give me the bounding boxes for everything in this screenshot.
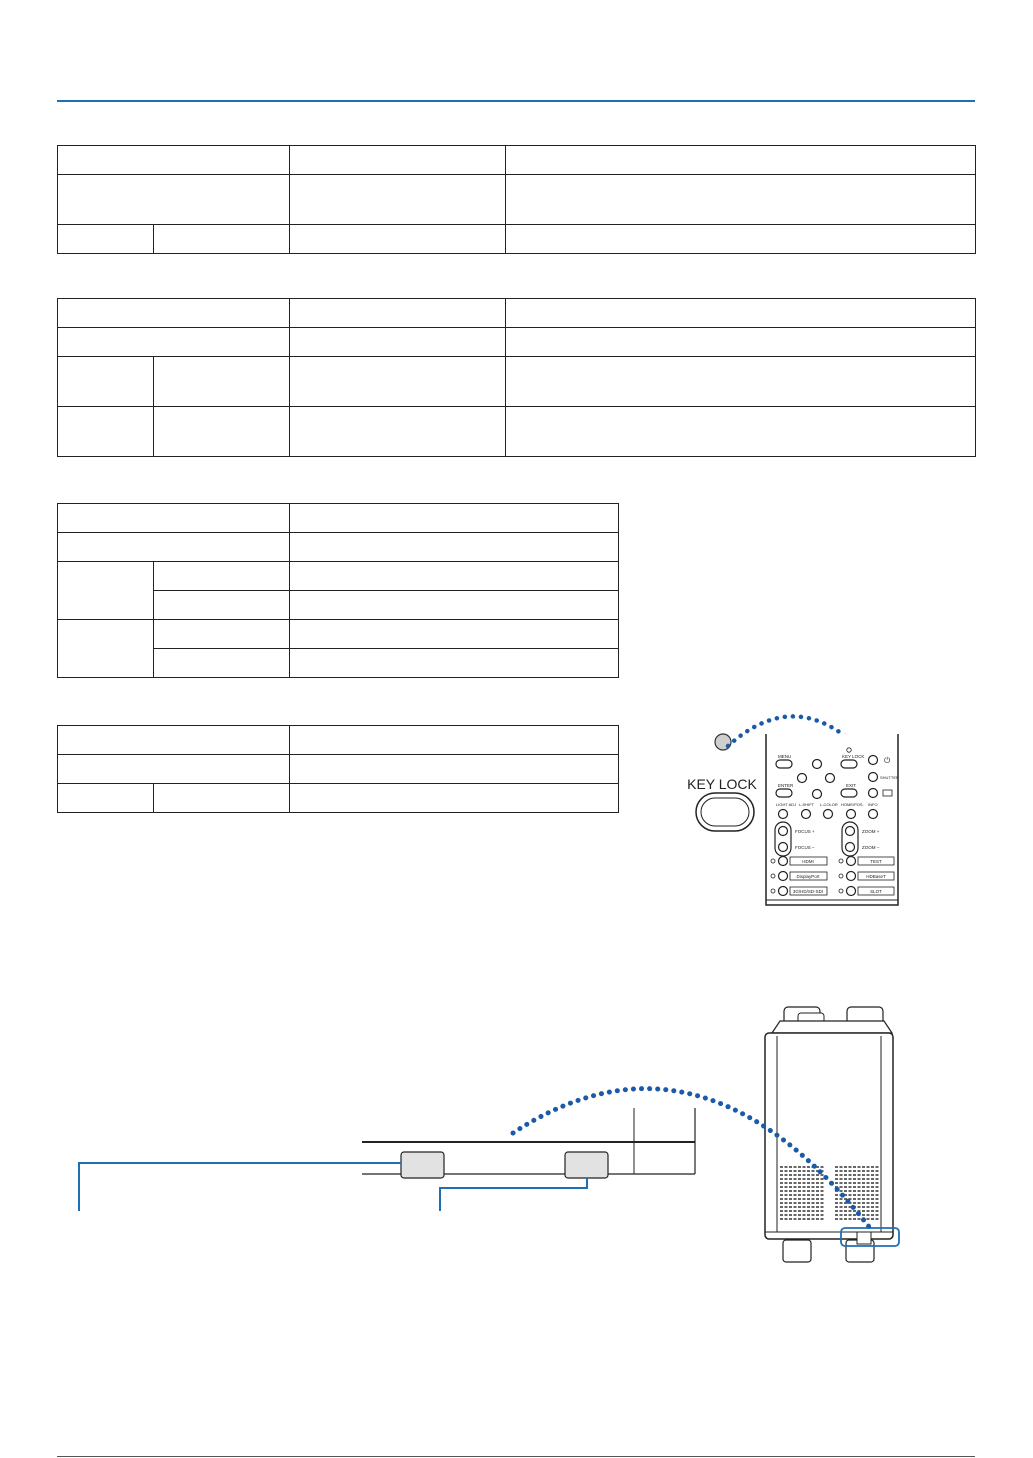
label-l-color: L-COLOR [820, 802, 838, 807]
label-sdi: 3G/HD/SD-SDI [792, 889, 824, 894]
label-zoom-minus: ZOOM – [862, 845, 880, 850]
label-zoom-plus: ZOOM + [862, 829, 880, 834]
status-indicator-window [401, 1152, 444, 1178]
label-test: TEST [870, 859, 882, 864]
label-key-lock: KEY LOCK [842, 754, 865, 759]
label-home-pos: HOME/POS. [841, 802, 864, 807]
projector-case [765, 1033, 893, 1239]
key-lock-sensor-window [565, 1152, 608, 1178]
power-icon: ⏻ [884, 756, 891, 765]
indicator-panel [857, 1232, 871, 1244]
label-info: INFO [868, 802, 878, 807]
leader-line-left [79, 1163, 401, 1211]
leader-line-right [440, 1178, 587, 1211]
label-shutter: SHUTTER [880, 775, 899, 780]
label-slot: SLOT [870, 889, 882, 894]
label-displayport: DisplayPort [796, 874, 820, 879]
key-lock-callout-label: KEY LOCK [687, 776, 757, 792]
label-light-adj: LIGHT ADJ [776, 802, 797, 807]
label-focus-minus: FOCUS – [795, 845, 815, 850]
label-l-shift: L-SHIFT [799, 802, 815, 807]
label-menu: MENU [778, 754, 792, 759]
label-exit: EXIT [846, 783, 857, 788]
projector-body [765, 1007, 899, 1262]
label-focus-plus: FOCUS + [795, 829, 815, 834]
projector-foot-left [783, 1240, 811, 1262]
footer-rule [57, 1456, 975, 1457]
projector-top-cap [772, 1021, 892, 1033]
label-hdbaset: HDBaseT [866, 874, 886, 879]
indicator-panel-detail [79, 1108, 695, 1211]
label-hdmi: HDMI [802, 859, 814, 864]
label-enter: ENTER [778, 783, 794, 788]
